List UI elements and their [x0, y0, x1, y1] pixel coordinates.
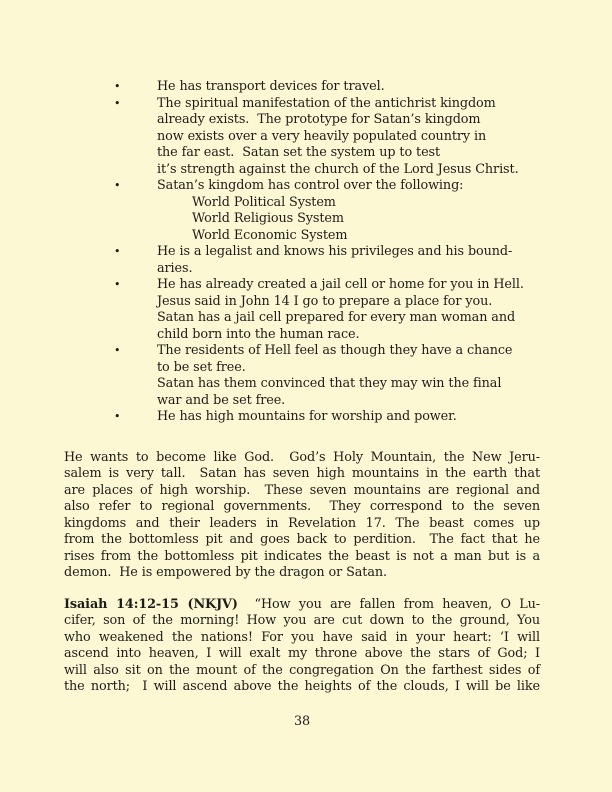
bullet-line: war and be set free.	[157, 392, 286, 408]
body-line: the north; I will ascend above the heights of the clouds, I will be like	[64, 679, 540, 694]
body-line: ascend into heaven, I will exalt my throne above the stars of God; I	[64, 646, 540, 661]
bullet-marker: •	[114, 245, 121, 258]
body-line	[64, 597, 540, 614]
bullet-marker: •	[114, 80, 121, 93]
body-line: are places of high worship. These seven mountains are regional and	[64, 482, 540, 498]
bullet-line: He is a legalist and knows his privileges and his bound-	[157, 244, 513, 259]
scripture-text: “How you are fallen from heaven, O Lu-	[237, 596, 540, 612]
bullet-marker: •	[114, 410, 121, 423]
bullet-item	[64, 277, 540, 343]
bullet-item	[64, 79, 540, 96]
body-line: He wants to become like God. God’s Holy Mountain, the New Jeru-	[64, 449, 540, 465]
bullet-marker: •	[114, 344, 121, 357]
bullet-item	[64, 178, 540, 244]
paragraph-satan-kingdom	[64, 450, 540, 582]
bullet-line: He has transport devices for travel.	[157, 79, 385, 94]
bullet-item	[64, 96, 540, 179]
sub-line: World Political System	[192, 194, 336, 210]
bullet-line: Satan has a jail cell prepared for every man woman and	[157, 310, 516, 325]
body-line: demon. He is empowered by the dragon or Satan.	[64, 565, 387, 580]
body-line: kingdoms and their leaders in Revelation 17. The beast comes up	[64, 515, 540, 531]
bullet-line: Jesus said in John 14 I go to prepare a place for you.	[157, 293, 493, 309]
bullet-list	[64, 79, 540, 426]
bullet-line: The residents of Hell feel as though they have a chance	[157, 343, 513, 358]
bullet-marker: •	[114, 179, 121, 192]
scripture-reference: Isaiah 14:12-15 (NKJV)	[64, 596, 238, 612]
bullet-item	[64, 343, 540, 409]
bullet-line: He has already created a jail cell or home for you in Hell.	[157, 277, 524, 292]
bullet-line: it’s strength against the church of the Lord Jesus Christ.	[157, 161, 519, 177]
body-line: rises from the bottomless pit indicates the beast is not a man but is a	[64, 548, 540, 564]
bullet-item	[64, 244, 540, 277]
bullet-marker: •	[114, 278, 121, 291]
sub-line: World Religious System	[192, 211, 344, 226]
body-line: also refer to regional governments. They correspond to the seven	[64, 499, 540, 514]
paragraph-isaiah	[64, 597, 540, 696]
body-line: from the bottomless pit and goes back to perdition. The fact that he	[64, 532, 540, 547]
sub-line: World Economic System	[192, 227, 348, 243]
bullet-line: to be set free.	[157, 359, 246, 375]
bullet-line: Satan’s kingdom has control over the following:	[157, 178, 464, 193]
body-line: cifer, son of the morning! How you are cut down to the ground, You	[64, 613, 540, 628]
bullet-line: the far east. Satan set the system up to test	[157, 145, 441, 160]
page-content	[64, 79, 540, 730]
bullet-line: already exists. The prototype for Satan’s kingdom	[157, 112, 481, 127]
page-number: 38	[293, 713, 311, 729]
bullet-line: now exists over a very heavily populated country in	[157, 128, 487, 144]
body-line: who weakened the nations! For you have said in your heart: ‘I will	[64, 629, 540, 645]
bullet-line: aries.	[157, 260, 193, 276]
bullet-line: The spiritual manifestation of the antichrist kingdom	[157, 95, 496, 111]
bullet-item	[64, 409, 540, 426]
bullet-line: Satan has them convinced that they may win the final	[157, 376, 502, 391]
bullet-line: He has high mountains for worship and power.	[157, 409, 457, 424]
bullet-line: child born into the human race.	[157, 326, 360, 342]
body-line: salem is very tall. Satan has seven high mountains in the earth that	[64, 466, 540, 481]
bullet-marker: •	[114, 96, 121, 110]
body-line: will also sit on the mount of the congregation On the farthest sides of	[64, 662, 540, 678]
